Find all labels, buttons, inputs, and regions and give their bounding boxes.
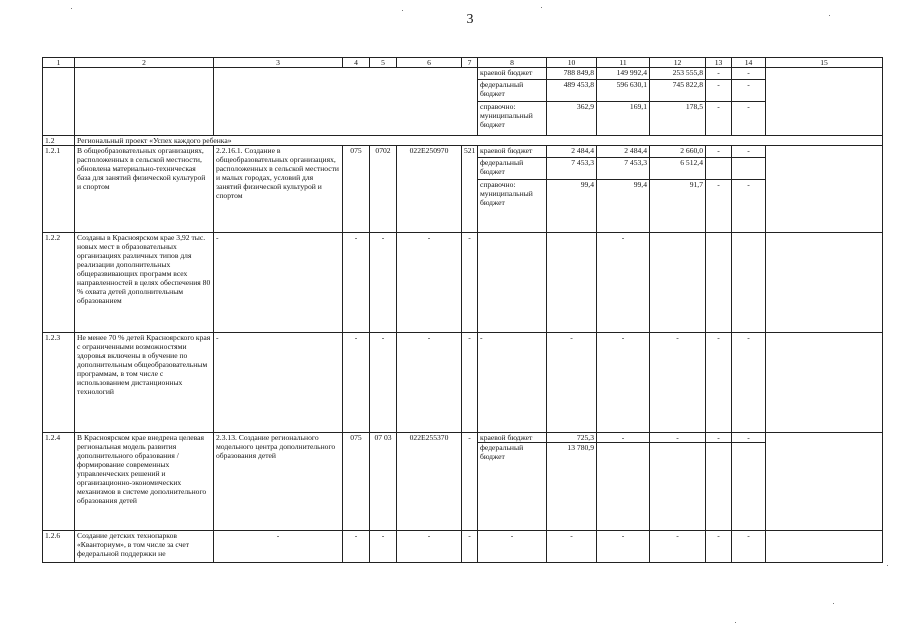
value-col13: - [706, 68, 732, 80]
value-col13: - [706, 180, 732, 233]
table-row [43, 333, 883, 433]
budget-table [42, 57, 883, 563]
code-col5: - [370, 531, 397, 563]
col-header: 11 [597, 58, 650, 68]
result-description: В общеобразовательных организациях, расположенных в сельской местности, обновлена материально-техническая база для занятий физической культурой и спортом [75, 146, 214, 233]
cell-empty [766, 333, 883, 433]
cell-empty [75, 68, 214, 136]
value-col13 [706, 233, 732, 333]
col-header: 7 [462, 58, 478, 68]
event-description: - [214, 233, 343, 333]
value-col11: 2 484,4 [597, 146, 650, 158]
funding-source: федеральный бюджет [478, 158, 547, 180]
value-col12: 91,7 [650, 180, 706, 233]
col-header: 6 [397, 58, 462, 68]
value-col13: - [706, 102, 732, 136]
value-col11: 7 453,3 [597, 158, 650, 180]
funding-source: справочно: муниципальный бюджет [478, 180, 547, 233]
row-number: 1.2.2 [43, 233, 75, 333]
col-header: 15 [766, 58, 883, 68]
value-col12: 253 555,8 [650, 68, 706, 80]
value-col10: 725,3 [547, 433, 597, 443]
value-col14: - [732, 333, 766, 433]
value-col14: - [732, 531, 766, 563]
row-number: 1.2.4 [43, 433, 75, 531]
col-header: 13 [706, 58, 732, 68]
code-col5: 07 03 [370, 433, 397, 531]
cell-empty [214, 68, 478, 136]
page-number: 3 [466, 12, 474, 27]
result-description: Созданы в Красноярском крае 3,92 тыс. новых мест в образовательных организациях различных типов для реализации дополнительных общеразвивающих программ всех направленностей в целях обеспечения 80 % охвата детей дополнительным образованием [75, 233, 214, 333]
funding-source: краевой бюджет [478, 146, 547, 158]
event-description: 2.2.16.1. Создание в общеобразовательных организациях, расположенных в сельской местности и малых городах, условий для занятий физической культурой и спортом [214, 146, 343, 233]
value-col13: - [706, 531, 732, 563]
value-col10: 7 453,3 [547, 158, 597, 180]
code-col6: 022E250970 [397, 146, 462, 233]
code-col4: - [343, 531, 370, 563]
event-description: 2.3.13. Создание регионального модельного центра дополнительного образования детей [214, 433, 343, 531]
code-col7: 521 [462, 146, 478, 233]
funding-source: федеральный бюджет [478, 443, 547, 531]
code-col5: - [370, 333, 397, 433]
code-col7: - [462, 233, 478, 333]
col-header: 14 [732, 58, 766, 68]
value-col14: - [732, 68, 766, 80]
cell-empty [766, 233, 883, 333]
value-col10: 2 484,4 [547, 146, 597, 158]
result-description: Создание детских технопарков «Кванториум», в том числе за счет федеральной поддержки не [75, 531, 214, 563]
scan-speck [833, 603, 834, 604]
value-col12: 6 512,4 [650, 158, 706, 180]
cell-empty [766, 433, 883, 531]
value-col14 [732, 233, 766, 333]
cell-empty [766, 68, 883, 136]
code-col4: 075 [343, 433, 370, 531]
value-col11: - [597, 333, 650, 433]
code-col6: - [397, 233, 462, 333]
scan-speck [735, 622, 736, 623]
value-col14 [732, 443, 766, 531]
funding-source: федеральный бюджет [478, 80, 547, 102]
code-col5: - [370, 233, 397, 333]
value-col10: 489 453,8 [547, 80, 597, 102]
value-col10: 13 780,9 [547, 443, 597, 531]
table-row [43, 68, 883, 80]
section-row [43, 136, 883, 146]
funding-source [478, 233, 547, 333]
value-col14: - [732, 146, 766, 158]
code-col7: - [462, 333, 478, 433]
value-col13: - [706, 433, 732, 443]
value-col10: - [547, 531, 597, 563]
value-col14: - [732, 180, 766, 233]
value-col11: - [597, 233, 650, 333]
scan-speck [402, 10, 403, 11]
col-header: 2 [75, 58, 214, 68]
funding-source: - [478, 333, 547, 433]
section-title: Региональный проект «Успех каждого ребенка» [75, 136, 883, 146]
col-header: 1 [43, 58, 75, 68]
value-col10: - [547, 333, 597, 433]
table-row [43, 146, 883, 158]
code-col4: - [343, 333, 370, 433]
table-row [43, 531, 883, 563]
value-col12: 2 660,0 [650, 146, 706, 158]
value-col13 [706, 158, 732, 180]
value-col14 [732, 158, 766, 180]
value-col10: 362,9 [547, 102, 597, 136]
result-description: Не менее 70 % детей Красноярского края с ограниченными возможностями здоровья включены в обучение по дополнительным общеобразовательным программам, в том числе с использованием дистанционных технологий [75, 333, 214, 433]
table-row [43, 233, 883, 333]
header-row [43, 58, 883, 68]
section-number: 1.2 [43, 136, 75, 146]
col-header: 12 [650, 58, 706, 68]
code-col7: - [462, 433, 478, 531]
col-header: 8 [478, 58, 547, 68]
col-header: 5 [370, 58, 397, 68]
funding-source: - [478, 531, 547, 563]
scan-speck [829, 15, 830, 16]
value-col13: - [706, 333, 732, 433]
event-description: - [214, 333, 343, 433]
code-col5: 0702 [370, 146, 397, 233]
code-col6: - [397, 333, 462, 433]
value-col12: - [650, 433, 706, 443]
value-col10 [547, 233, 597, 333]
event-description: - [214, 531, 343, 563]
code-col4: 075 [343, 146, 370, 233]
value-col13: - [706, 146, 732, 158]
funding-source: краевой бюджет [478, 68, 547, 80]
value-col11: 596 630,1 [597, 80, 650, 102]
col-header: 3 [214, 58, 343, 68]
value-col12 [650, 443, 706, 531]
scan-speck [541, 7, 542, 8]
cell-empty [766, 531, 883, 563]
row-number: 1.2.6 [43, 531, 75, 563]
col-header: 10 [547, 58, 597, 68]
value-col14: - [732, 433, 766, 443]
funding-source: справочно: муниципальный бюджет [478, 102, 547, 136]
result-description: В Красноярском крае внедрена целевая региональная модель развития дополнительного образования / формирование современных управленческих решений и организационно-экономических механизмов в системе дополнительного образования детей [75, 433, 214, 531]
value-col10: 788 849,8 [547, 68, 597, 80]
table-row [43, 433, 883, 443]
value-col11: 99,4 [597, 180, 650, 233]
code-col4: - [343, 233, 370, 333]
value-col10: 99,4 [547, 180, 597, 233]
row-number: 1.2.1 [43, 146, 75, 233]
col-header: 4 [343, 58, 370, 68]
value-col13 [706, 443, 732, 531]
scan-speck [887, 565, 888, 566]
value-col12: - [650, 333, 706, 433]
value-col12: 178,5 [650, 102, 706, 136]
cell-empty [766, 146, 883, 233]
value-col14: - [732, 102, 766, 136]
value-col11: 149 992,4 [597, 68, 650, 80]
scan-speck [71, 8, 72, 9]
value-col11 [597, 443, 650, 531]
cell-empty [43, 68, 75, 136]
code-col6: 022E255370 [397, 433, 462, 531]
value-col12: 745 822,8 [650, 80, 706, 102]
row-number: 1.2.3 [43, 333, 75, 433]
value-col11: - [597, 433, 650, 443]
value-col11: - [597, 531, 650, 563]
funding-source: краевой бюджет [478, 433, 547, 443]
code-col7: - [462, 531, 478, 563]
value-col12: - [650, 531, 706, 563]
value-col11: 169,1 [597, 102, 650, 136]
value-col12 [650, 233, 706, 333]
value-col13: - [706, 80, 732, 102]
code-col6: - [397, 531, 462, 563]
value-col14: - [732, 80, 766, 102]
